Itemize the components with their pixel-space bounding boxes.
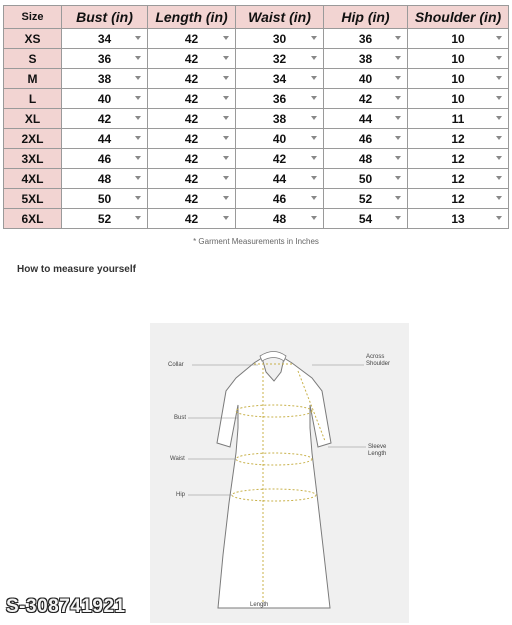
measurement-value: 52 bbox=[358, 192, 373, 206]
measurement-cell bbox=[408, 149, 509, 169]
measurement-value: 42 bbox=[358, 92, 373, 106]
measurement-value: 48 bbox=[272, 212, 287, 226]
dropdown-arrow-icon bbox=[311, 36, 317, 40]
measurement-cell bbox=[62, 89, 148, 109]
measurement-value: 12 bbox=[451, 152, 465, 166]
measurement-cell bbox=[62, 109, 148, 129]
measurement-cell bbox=[324, 29, 408, 49]
measurement-value: 48 bbox=[358, 152, 373, 166]
size-cell: XS bbox=[4, 29, 62, 49]
dropdown-arrow-icon bbox=[135, 196, 141, 200]
measurement-cell bbox=[148, 149, 236, 169]
table-row bbox=[4, 129, 509, 149]
measurement-cell bbox=[62, 29, 148, 49]
dropdown-arrow-icon bbox=[311, 196, 317, 200]
measurement-cell bbox=[62, 209, 148, 229]
measurement-cell bbox=[236, 129, 324, 149]
dropdown-arrow-icon bbox=[496, 176, 502, 180]
measurement-value: 42 bbox=[184, 112, 199, 126]
dropdown-arrow-icon bbox=[496, 36, 502, 40]
measurement-cell bbox=[236, 109, 324, 129]
measurement-value: 46 bbox=[358, 132, 373, 146]
measurement-cell bbox=[408, 49, 509, 69]
measurement-cell bbox=[236, 49, 324, 69]
measurement-diagram bbox=[150, 323, 409, 623]
size-cell: XL bbox=[4, 109, 62, 129]
measurement-cell bbox=[148, 29, 236, 49]
dropdown-arrow-icon bbox=[311, 116, 317, 120]
measurement-cell bbox=[324, 49, 408, 69]
measurement-cell bbox=[324, 189, 408, 209]
dropdown-arrow-icon bbox=[395, 116, 401, 120]
watermark-id: S-308741921 bbox=[6, 596, 126, 617]
dropdown-arrow-icon bbox=[395, 96, 401, 100]
measurement-value: 46 bbox=[97, 152, 112, 166]
table-row bbox=[4, 189, 509, 209]
dropdown-arrow-icon bbox=[395, 176, 401, 180]
garment-illustration bbox=[150, 323, 409, 623]
dropdown-arrow-icon bbox=[223, 116, 229, 120]
measurement-value: 38 bbox=[358, 52, 373, 66]
dropdown-arrow-icon bbox=[311, 96, 317, 100]
measurement-cell bbox=[148, 189, 236, 209]
measurement-cell bbox=[236, 29, 324, 49]
dropdown-arrow-icon bbox=[311, 176, 317, 180]
measurement-cell bbox=[148, 49, 236, 69]
measurement-value: 36 bbox=[358, 32, 373, 46]
table-row bbox=[4, 29, 509, 49]
dropdown-arrow-icon bbox=[496, 136, 502, 140]
dropdown-arrow-icon bbox=[223, 176, 229, 180]
header-length: Length (in) bbox=[148, 6, 236, 29]
measurement-cell bbox=[408, 29, 509, 49]
dropdown-arrow-icon bbox=[395, 56, 401, 60]
measurement-value: 36 bbox=[97, 52, 112, 66]
measurement-cell bbox=[236, 209, 324, 229]
measurement-cell bbox=[148, 129, 236, 149]
dropdown-arrow-icon bbox=[311, 216, 317, 220]
size-cell: 2XL bbox=[4, 129, 62, 149]
dropdown-arrow-icon bbox=[223, 76, 229, 80]
measurement-value: 40 bbox=[97, 92, 112, 106]
header-hip: Hip (in) bbox=[324, 6, 408, 29]
measurement-value: 50 bbox=[97, 192, 112, 206]
dropdown-arrow-icon bbox=[223, 56, 229, 60]
dropdown-arrow-icon bbox=[223, 136, 229, 140]
measurement-value: 38 bbox=[97, 72, 112, 86]
dropdown-arrow-icon bbox=[135, 36, 141, 40]
dropdown-arrow-icon bbox=[395, 196, 401, 200]
measurement-value: 34 bbox=[272, 72, 287, 86]
measurement-cell bbox=[236, 89, 324, 109]
header-shoulder: Shoulder (in) bbox=[408, 6, 509, 29]
measurement-value: 52 bbox=[97, 212, 112, 226]
table-body bbox=[4, 29, 509, 229]
measurement-value: 50 bbox=[358, 172, 373, 186]
measurement-value: 42 bbox=[184, 92, 199, 106]
measurement-cell bbox=[236, 149, 324, 169]
measurement-value: 10 bbox=[451, 32, 465, 46]
measurement-cell bbox=[148, 109, 236, 129]
measurement-value: 10 bbox=[451, 72, 465, 86]
measurement-value: 36 bbox=[272, 92, 287, 106]
dropdown-arrow-icon bbox=[223, 156, 229, 160]
size-cell: 6XL bbox=[4, 209, 62, 229]
measurement-value: 12 bbox=[451, 132, 465, 146]
label-bust: Bust bbox=[174, 415, 187, 421]
dropdown-arrow-icon bbox=[496, 76, 502, 80]
label-sleeve-length: Sleeve Length bbox=[368, 444, 387, 457]
dropdown-arrow-icon bbox=[135, 116, 141, 120]
dropdown-arrow-icon bbox=[135, 76, 141, 80]
measurement-cell bbox=[324, 129, 408, 149]
measurement-value: 40 bbox=[272, 132, 287, 146]
measurement-value: 54 bbox=[358, 212, 373, 226]
measurement-value: 38 bbox=[272, 112, 287, 126]
measurement-cell bbox=[324, 69, 408, 89]
measurement-cell bbox=[324, 169, 408, 189]
measurement-value: 48 bbox=[97, 172, 112, 186]
dropdown-arrow-icon bbox=[395, 156, 401, 160]
dropdown-arrow-icon bbox=[135, 216, 141, 220]
table-row bbox=[4, 209, 509, 229]
measurement-value: 42 bbox=[184, 32, 199, 46]
measurement-cell bbox=[148, 209, 236, 229]
measurement-cell bbox=[408, 129, 509, 149]
dropdown-arrow-icon bbox=[135, 156, 141, 160]
measurement-value: 40 bbox=[358, 72, 373, 86]
measurement-value: 10 bbox=[451, 92, 465, 106]
measurement-value: 42 bbox=[184, 172, 199, 186]
measurement-cell bbox=[408, 209, 509, 229]
dropdown-arrow-icon bbox=[223, 216, 229, 220]
dropdown-arrow-icon bbox=[496, 56, 502, 60]
measurement-cell bbox=[148, 89, 236, 109]
dropdown-arrow-icon bbox=[395, 216, 401, 220]
label-collar: Collar bbox=[168, 362, 184, 368]
size-cell: 5XL bbox=[4, 189, 62, 209]
dropdown-arrow-icon bbox=[395, 76, 401, 80]
measurement-value: 42 bbox=[184, 72, 199, 86]
size-cell: 4XL bbox=[4, 169, 62, 189]
measurement-value: 10 bbox=[451, 52, 465, 66]
size-cell: S bbox=[4, 49, 62, 69]
dropdown-arrow-icon bbox=[135, 56, 141, 60]
dropdown-arrow-icon bbox=[223, 96, 229, 100]
label-waist: Waist bbox=[170, 456, 185, 462]
measurement-value: 42 bbox=[97, 112, 112, 126]
measurement-value: 12 bbox=[451, 172, 465, 186]
measurement-note: * Garment Measurements in Inches bbox=[193, 237, 319, 246]
dropdown-arrow-icon bbox=[395, 136, 401, 140]
measurement-cell bbox=[324, 109, 408, 129]
measurement-cell bbox=[408, 89, 509, 109]
measurement-cell bbox=[62, 69, 148, 89]
dropdown-arrow-icon bbox=[311, 56, 317, 60]
measurement-value: 42 bbox=[184, 132, 199, 146]
size-cell: 3XL bbox=[4, 149, 62, 169]
dropdown-arrow-icon bbox=[223, 36, 229, 40]
table-row bbox=[4, 169, 509, 189]
label-across-shoulder: Across Shoulder bbox=[366, 354, 391, 367]
dropdown-arrow-icon bbox=[135, 96, 141, 100]
measurement-value: 11 bbox=[451, 112, 465, 126]
table-row bbox=[4, 49, 509, 69]
measurement-cell bbox=[62, 169, 148, 189]
dropdown-arrow-icon bbox=[311, 136, 317, 140]
measurement-cell bbox=[408, 189, 509, 209]
measurement-value: 12 bbox=[451, 192, 465, 206]
how-to-measure-title: How to measure yourself bbox=[17, 264, 136, 275]
dropdown-arrow-icon bbox=[395, 36, 401, 40]
measurement-cell bbox=[408, 109, 509, 129]
measurement-value: 44 bbox=[272, 172, 287, 186]
measurement-value: 44 bbox=[97, 132, 112, 146]
measurement-cell bbox=[408, 169, 509, 189]
dropdown-arrow-icon bbox=[496, 96, 502, 100]
measurement-cell bbox=[408, 69, 509, 89]
header-size: Size bbox=[4, 6, 62, 29]
table-header-row bbox=[4, 6, 509, 29]
measurement-cell bbox=[62, 129, 148, 149]
size-cell: M bbox=[4, 69, 62, 89]
header-bust: Bust (in) bbox=[62, 6, 148, 29]
measurement-cell bbox=[62, 189, 148, 209]
measurement-cell bbox=[236, 169, 324, 189]
measurement-value: 32 bbox=[272, 52, 287, 66]
size-cell: L bbox=[4, 89, 62, 109]
size-table bbox=[3, 5, 509, 229]
measurement-value: 13 bbox=[451, 212, 465, 226]
measurement-cell bbox=[324, 209, 408, 229]
dropdown-arrow-icon bbox=[496, 196, 502, 200]
dropdown-arrow-icon bbox=[311, 156, 317, 160]
dropdown-arrow-icon bbox=[223, 196, 229, 200]
measurement-cell bbox=[148, 69, 236, 89]
table-row bbox=[4, 109, 509, 129]
measurement-value: 42 bbox=[184, 152, 199, 166]
measurement-cell bbox=[324, 149, 408, 169]
measurement-cell bbox=[62, 49, 148, 69]
measurement-value: 46 bbox=[272, 192, 287, 206]
measurement-cell bbox=[324, 89, 408, 109]
dropdown-arrow-icon bbox=[496, 156, 502, 160]
label-hip: Hip bbox=[176, 492, 186, 498]
measurement-value: 42 bbox=[184, 192, 199, 206]
table-row bbox=[4, 69, 509, 89]
measurement-value: 30 bbox=[272, 32, 287, 46]
header-waist: Waist (in) bbox=[236, 6, 324, 29]
measurement-cell bbox=[236, 69, 324, 89]
dropdown-arrow-icon bbox=[135, 176, 141, 180]
measurement-value: 34 bbox=[97, 32, 112, 46]
table-row bbox=[4, 149, 509, 169]
measurement-value: 42 bbox=[272, 152, 287, 166]
measurement-cell bbox=[236, 189, 324, 209]
label-length: Length bbox=[250, 602, 269, 608]
dropdown-arrow-icon bbox=[496, 216, 502, 220]
measurement-cell bbox=[148, 169, 236, 189]
measurement-value: 44 bbox=[358, 112, 373, 126]
dropdown-arrow-icon bbox=[496, 116, 502, 120]
table-row bbox=[4, 89, 509, 109]
measurement-value: 42 bbox=[184, 52, 199, 66]
dropdown-arrow-icon bbox=[135, 136, 141, 140]
dropdown-arrow-icon bbox=[311, 76, 317, 80]
measurement-value: 42 bbox=[184, 212, 199, 226]
measurement-cell bbox=[62, 149, 148, 169]
